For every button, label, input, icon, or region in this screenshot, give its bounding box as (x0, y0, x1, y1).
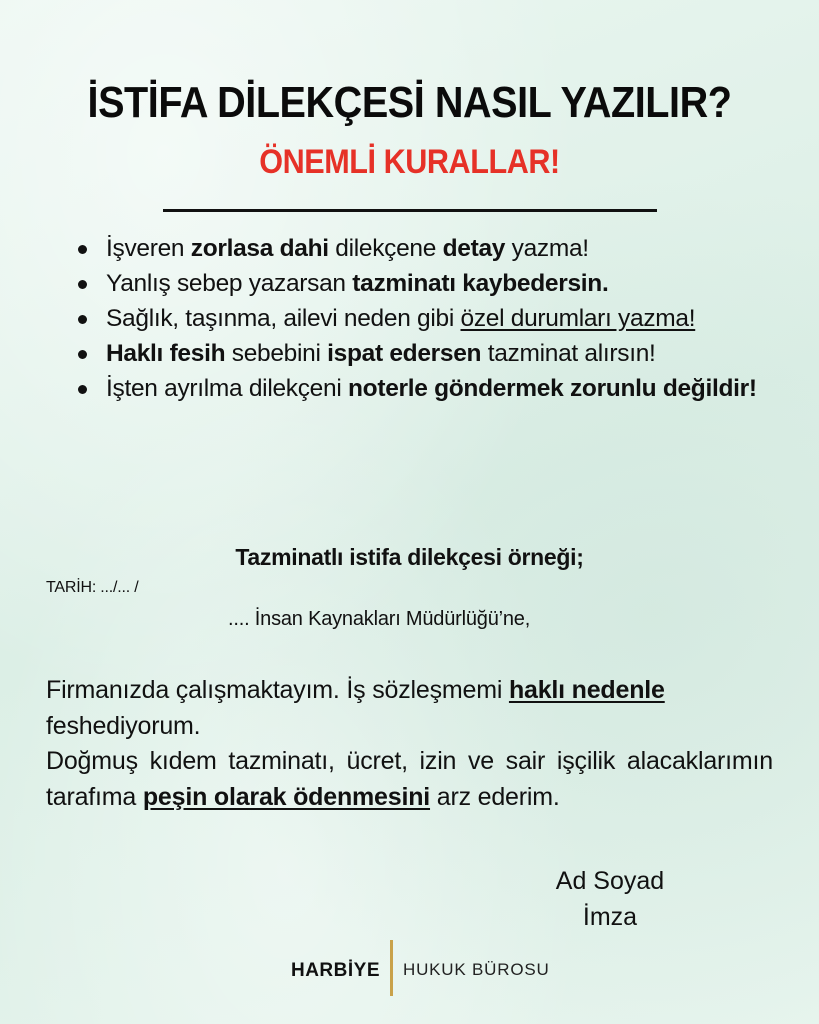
addressee-line: .... İnsan Kaynakları Müdürlüğü’ne, (228, 608, 531, 630)
rule-text-bold: tazminatı kaybedersin. (352, 270, 609, 297)
letter-text: Firmanızda çalışmaktayım. İş sözleşmemi (46, 676, 509, 704)
rules-list (78, 232, 778, 407)
letter-text: arz ederim. (430, 782, 560, 811)
letter-emphasis: peşin olarak ödenmesini (142, 782, 431, 811)
page-subtitle: ÖNEMLİ KURALLAR! (259, 143, 560, 181)
rule-item (78, 302, 778, 335)
rule-item (78, 372, 778, 405)
footer-brand (0, 938, 819, 998)
brand-subtitle: HUKUK BÜROSU (403, 960, 550, 979)
brand-name: HARBİYE (290, 960, 380, 981)
rule-item (78, 337, 778, 370)
rule-text: Yanlış sebep yazarsan (106, 270, 353, 297)
rule-text: sebebini (225, 340, 328, 367)
rule-text-bold: Haklı fesih (106, 340, 226, 367)
rule-text-bold: zorlasa dahi (190, 235, 329, 262)
signature-block (520, 863, 700, 935)
rule-text: İşten ayrılma dilekçeni (106, 375, 348, 402)
letter-paragraph (46, 673, 773, 744)
letter-emphasis: haklı nedenle (508, 676, 665, 704)
date-line: TARİH: .../... / (46, 579, 139, 596)
title-divider (163, 209, 657, 212)
signature-name: Ad Soyad (555, 867, 665, 895)
rule-text: dilekçene (328, 235, 443, 262)
letter-text: Doğmuş kıdem tazminatı, ücret, izin ve sair işçilik alacaklarımın tarafıma (46, 747, 773, 811)
signature-label: İmza (582, 903, 638, 931)
rule-text: tazminat alırsın! (481, 340, 656, 367)
rule-item (78, 267, 778, 300)
letter-paragraph (46, 744, 773, 815)
rule-text-underlined: özel durumları yazma! (460, 305, 696, 332)
rule-text: Sağlık, taşınma, ailevi neden gibi (106, 305, 461, 332)
rule-text: İşveren (106, 235, 191, 262)
rule-text-bold: detay (442, 235, 506, 262)
rule-text-bold: noterle göndermek zorunlu değildir! (348, 375, 757, 402)
rule-text-bold: ispat edersen (327, 340, 482, 367)
letter-body (46, 673, 773, 815)
rule-text: yazma! (505, 235, 589, 262)
page-title: İSTİFA DİLEKÇESİ NASIL YAZILIR? (87, 78, 732, 127)
rule-item (78, 232, 778, 265)
letter-text: feshediyorum. (46, 711, 201, 740)
example-heading: Tazminatlı istifa dilekçesi örneği; (235, 544, 584, 570)
brand-separator (390, 940, 393, 996)
